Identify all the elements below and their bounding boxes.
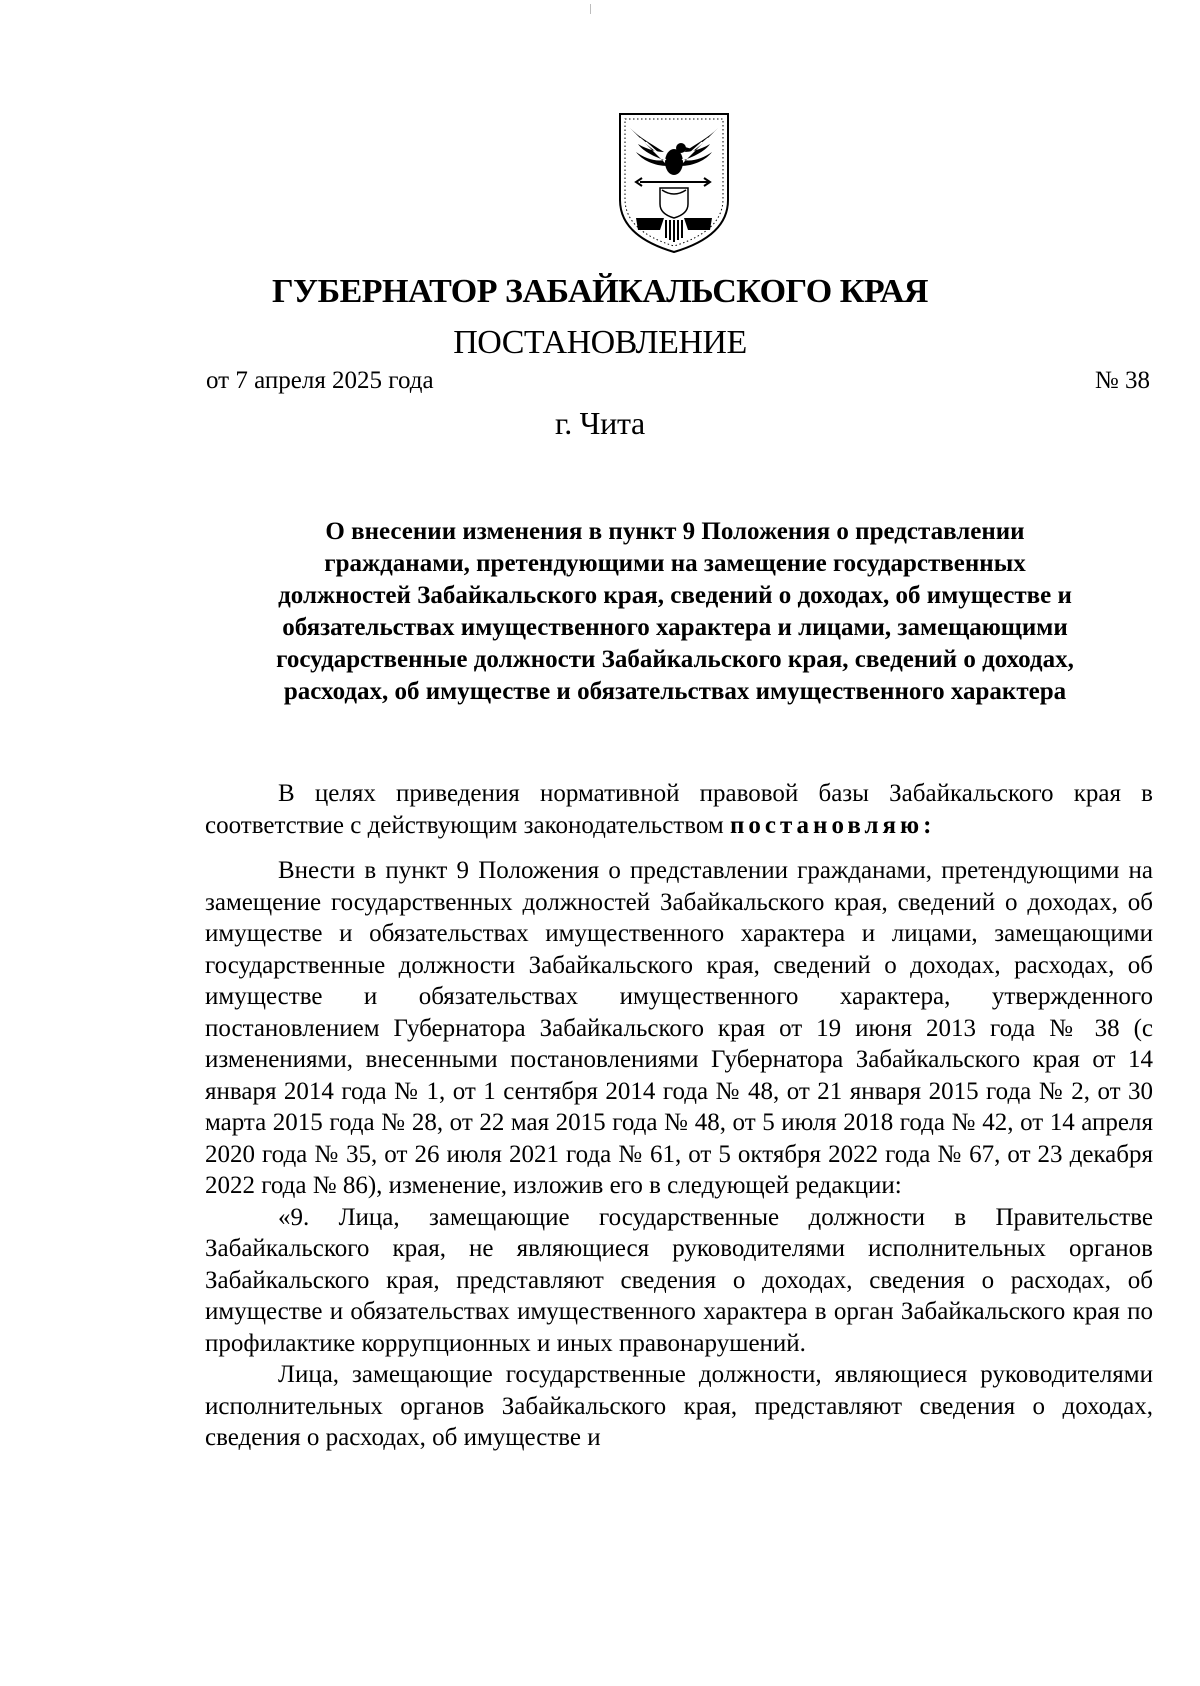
- document-date: от 7 апреля 2025 года: [206, 367, 434, 394]
- title-line: гражданами, претендующими на замещение государственных: [324, 550, 1026, 577]
- issuing-authority: ГУБЕРНАТОР ЗАБАЙКАЛЬСКОГО КРАЯ: [272, 273, 928, 310]
- zabaykalsky-coat-of-arms-icon: [612, 108, 736, 256]
- title-line: обязательствах имущественного характера и лицами, замещающими: [282, 614, 1068, 641]
- document-type: ПОСТАНОВЛЕНИЕ: [453, 324, 747, 361]
- document-title: [215, 516, 1135, 708]
- preamble-keyword: постановляю:: [729, 811, 936, 839]
- title-line: О внесении изменения в пункт 9 Положения о представлении: [325, 518, 1025, 545]
- scan-mark: [590, 4, 591, 14]
- preamble-text: В целях приведения нормативной правовой базы Забайкальского края в соответствие с действующим законодательством: [205, 780, 1153, 839]
- document-number: № 38: [1094, 367, 1150, 394]
- document-city: г. Чита: [555, 405, 645, 441]
- preamble-paragraph: [205, 778, 1153, 841]
- body-paragraph-1: Внести в пункт 9 Положения о представлении гражданами, претендующими на замещение государственных должностей Забайкальского края, сведений о доходах, об имуществе и обязательствах имущественного характера и лицами, замещающими государственные должности Забайкальского края, сведений о доходах, расходах, об имуществе и обязательствах имущественного характера, утвержденного постановлением Губернатора Забайкальского края от 19 июня 2013 года № 38 (с изменениями, внесенными постановлениями Губернатора Забайкальского края от 14 января 2014 года № 1, от 1 сентября 2014 года № 48, от 21 января 2015 года № 2, от 30 марта 2015 года № 28, от 22 мая 2015 года № 48, от 5 июля 2018 года № 42, от 14 апреля 2020 года № 35, от 26 июля 2021 года № 61, от 5 октября 2022 года № 67, от 23 декабря 2022 года № 86), изменение, изложив его в следующей редакции:: [205, 857, 1153, 1199]
- body-paragraph-3: Лица, замещающие государственные должности, являющиеся руководителями исполнительных органов Забайкальского края, представляют сведения о доходах, сведения о расходах, об имуществе и: [205, 1361, 1153, 1451]
- title-line: государственные должности Забайкальского края, сведений о доходах,: [276, 646, 1074, 673]
- body-paragraph-2: «9. Лица, замещающие государственные должности в Правительстве Забайкальского края, не являющиеся руководителями исполнительных органов Забайкальского края, представляют сведения о доходах, сведения о расходах, об имуществе и обязательствах имущественного характера в орган Забайкальского края по профилактике коррупционных и иных правонарушений.: [205, 1203, 1153, 1357]
- title-line: должностей Забайкальского края, сведений о доходах, об имуществе и: [278, 582, 1072, 609]
- document-body: [205, 778, 1153, 1454]
- title-line: расходах, об имуществе и обязательствах имущественного характера: [283, 678, 1067, 705]
